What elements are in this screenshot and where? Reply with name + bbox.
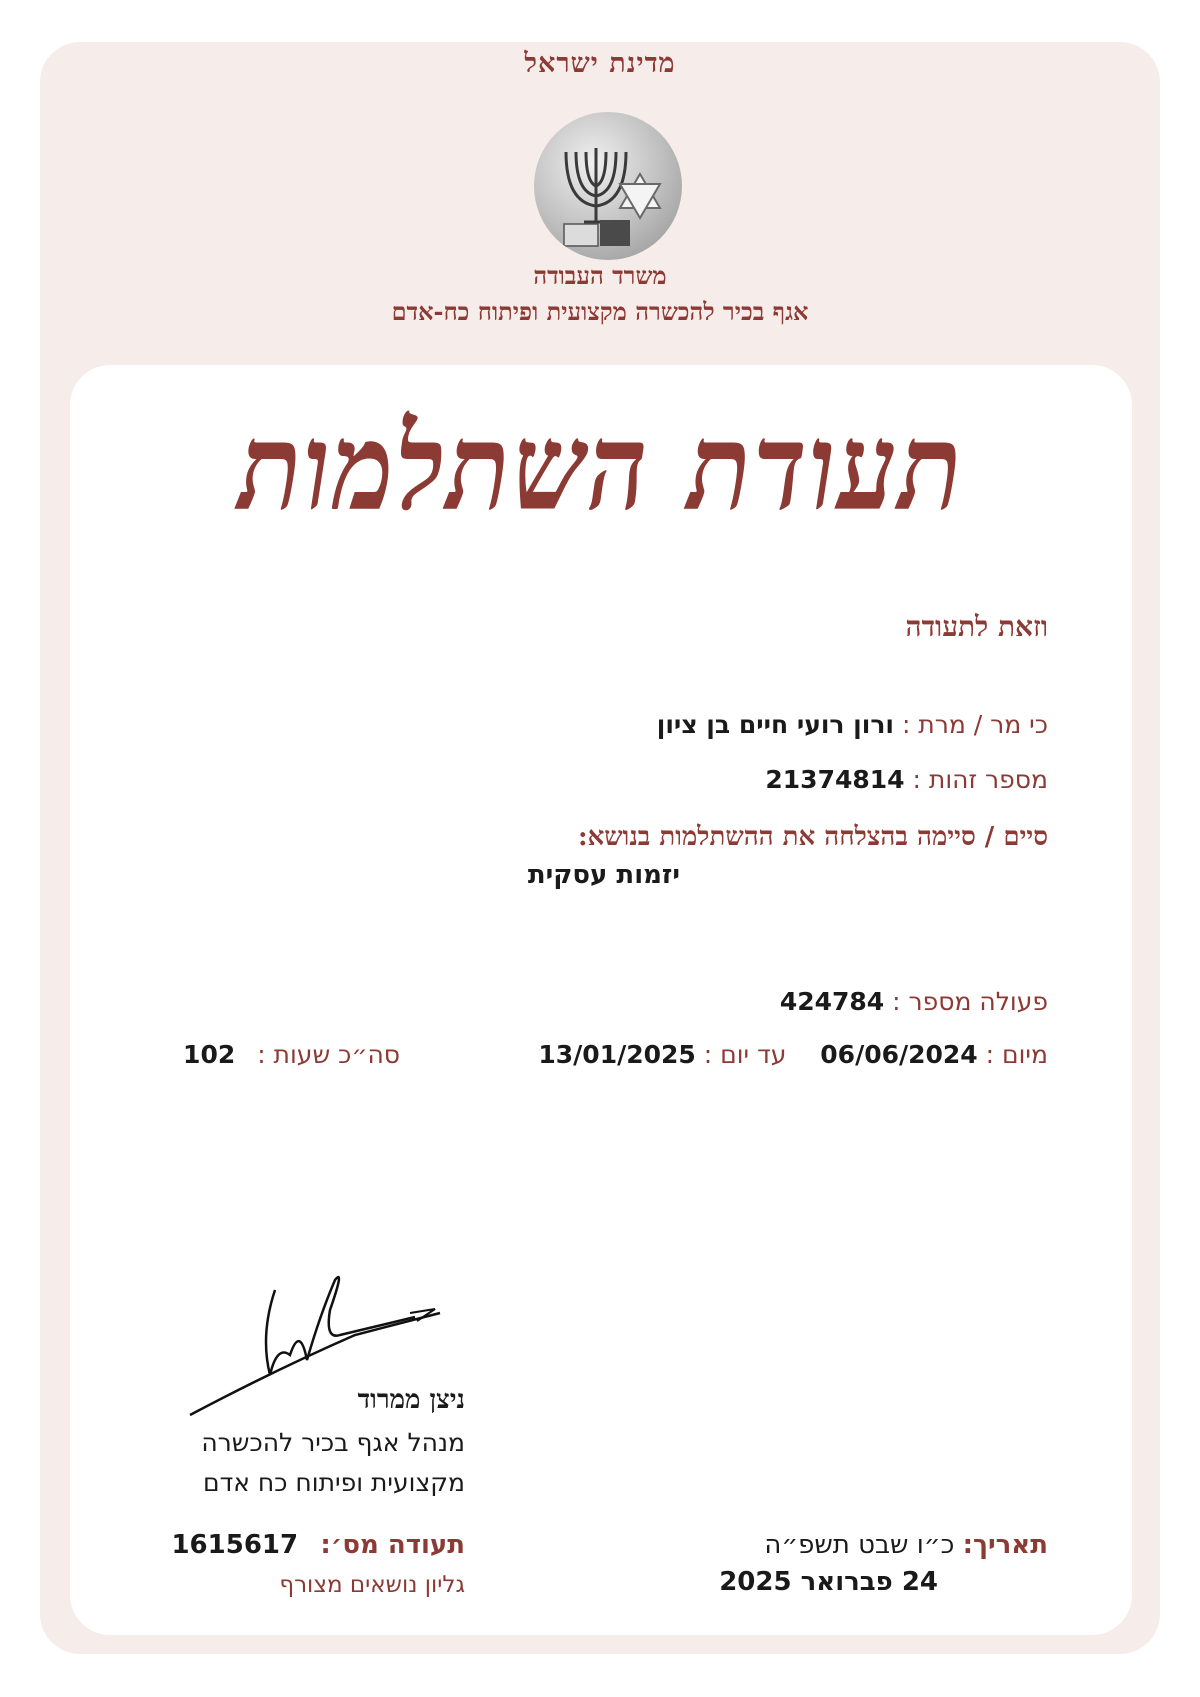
certificate-number-label: תעודה מס׳: <box>320 1530 465 1560</box>
period-row <box>538 1040 1048 1069</box>
to-date: 13/01/2025 <box>538 1040 696 1069</box>
id-label: מספר זהות : <box>912 765 1048 794</box>
state-heading: מדינת ישראל <box>524 48 676 79</box>
hebrew-date: כ״ו שבט תשפ״ה <box>764 1530 955 1560</box>
recipient-row <box>657 710 1048 739</box>
date-label: תאריך: <box>962 1530 1048 1560</box>
signatory-name: ניצן ממרוד <box>357 1385 465 1415</box>
operation-row <box>780 987 1048 1016</box>
signatory-title <box>201 1423 465 1503</box>
certificate-number-value: 1615617 <box>171 1530 299 1560</box>
ministry-heading <box>0 258 1200 330</box>
division-name: אגף בכיר להכשרה מקצועית ופיתוח כח-אדם <box>391 297 809 326</box>
attachment-note: גליון נושאים מצורף <box>279 1572 465 1598</box>
operation-value: 424784 <box>779 987 885 1016</box>
issue-date <box>764 1530 1048 1560</box>
recipient-name: ורון רועי חיים בן ציון <box>656 710 894 739</box>
hours-value: 102 <box>183 1040 236 1069</box>
ministry-name: משרד העבודה <box>533 261 667 290</box>
course-name: יזמות עסקית <box>527 860 680 890</box>
id-row <box>765 765 1048 794</box>
from-label: מיום : <box>985 1040 1048 1069</box>
certificate-title: תעודת השתלמות <box>238 395 964 538</box>
operation-label: פעולה מספר : <box>892 987 1048 1016</box>
recipient-label: כי מר / מרת : <box>901 710 1048 739</box>
id-value: 21374814 <box>765 765 905 794</box>
hours-label: סה״כ שעות : <box>257 1040 400 1069</box>
certify-line: וזאת לתעודה <box>905 610 1048 643</box>
course-heading: סיים / סיימה בהצלחה את ההשתלמות בנושא: <box>577 822 1048 852</box>
hours-row <box>183 1040 400 1069</box>
to-label: עד יום : <box>703 1040 787 1069</box>
signatory-title-line2: מקצועית ופיתוח כח אדם <box>203 1468 465 1497</box>
certificate-number <box>171 1530 465 1560</box>
signatory-title-line1: מנהל אגף בכיר להכשרה <box>201 1428 465 1457</box>
gregorian-date: 24 פברואר 2025 <box>719 1567 938 1597</box>
state-emblem-icon <box>534 112 682 260</box>
from-date: 06/06/2024 <box>820 1040 978 1069</box>
